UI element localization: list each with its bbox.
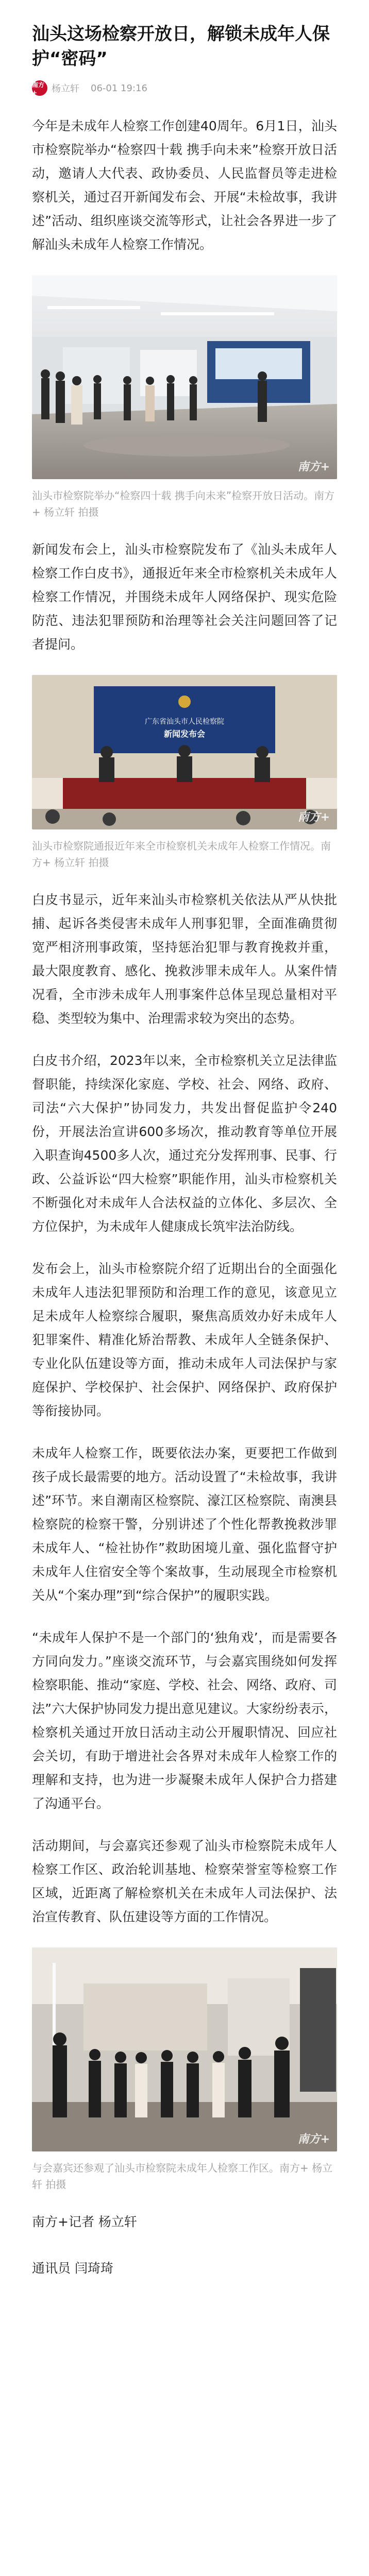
article-title: 汕头这场检察开放日，解锁未成年人保护“密码” xyxy=(32,24,330,69)
paragraph-1: 今年是未成年人检察工作创建40周年。6月1日，汕头市检察院举办“检察四十载 携手向未来”检察开放日活动，邀请人大代表、政协委员、人民监督员等走进检察机关，通过召开新闻发布会、开展“未检故事，我讲述”活动、组织座谈交流等形式，让社会各界进一步了解汕头未成年人检察工作情况。 xyxy=(32,118,337,252)
paragraph-6: 未成年人检察工作，既要依法办案，更要把工作做到孩子成长最需要的地方。活动设置了“未检故事，我讲述”环节。来自潮南区检察院、濠江区检察院、南澳县检察院的检察干警，分别讲述了个性化帮教挽救涉罪未成年人、“检社协作”救助困境儿童、强化监督守护未成年人住宿安全等个案故事，生动展现全市检察机关从“个案办理”到“综合保护”的履职实践。 xyxy=(32,1446,337,1603)
photo-2-figure xyxy=(32,675,337,829)
photo-3-caption: 与会嘉宾还参观了汕头市检察院未成年人检察工作区。南方+ 杨立轩 拍摄 xyxy=(32,2162,333,2191)
photo-1-caption: 汕头市检察院举办“检察四十载 携手向未来”检察开放日活动。南方+ 杨立轩 拍摄 xyxy=(32,489,335,518)
photo-open-day[interactable] xyxy=(32,275,337,479)
paragraph-2: 新闻发布会上，汕头市检察院发布了《汕头未成年人检察工作白皮书》，通报近年来全市检察机关未成年人检察工作情况，并围绕未成年人网络保护、现实危险防范、违法犯罪预防和治理等社会关注问题回答了记者提问。 xyxy=(32,542,337,652)
publish-time: 06-01 19:16 xyxy=(91,82,147,94)
photo-visit-work-area[interactable] xyxy=(32,1947,337,2151)
photo-press-conference-image xyxy=(32,675,337,829)
photo-press-conference[interactable] xyxy=(32,675,337,829)
photo-3-figure xyxy=(32,1947,337,2151)
paragraph-3: 白皮书显示，近年来汕头市检察机关依法从严从快批捕、起诉各类侵害未成年人刑事犯罪，全面准确贯彻宽严相济刑事政策，坚持惩治犯罪与教育挽救并重，最大限度教育、感化、挽救涉罪未成年人。从案件情况看，全市涉未成年人刑事案件总体呈现总量相对平稳、类型较为集中、治理需求较为突出的态势。 xyxy=(32,892,337,1026)
byline-correspondent: 通讯员 闫琦琦 xyxy=(32,2261,113,2276)
photo-3-watermark: 南方+ xyxy=(297,2133,330,2146)
author-avatar[interactable]: 南方+ xyxy=(32,80,47,96)
photo-1-watermark: 南方+ xyxy=(297,461,330,473)
author-name[interactable]: 杨立轩 xyxy=(52,83,79,94)
photo-open-day-image xyxy=(32,275,337,479)
photo-2-watermark: 南方+ xyxy=(297,811,330,824)
paragraph-7: “未成年人保护不是一个部门的‘独角戏’，而是需要各方同向发力。”座谈交流环节，与会嘉宾围绕如何发挥检察职能、推动“家庭、学校、社会、网络、政府、司法”六大保护协同发力提出意见建议。大家纷纷表示，检察机关通过开放日活动主动公开履职情况、回应社会关切，有助于增进社会各界对未成年人检察工作的理解和支持，也为进一步凝聚未成年人保护合力搭建了沟通平台。 xyxy=(32,1630,337,1811)
paragraph-8: 活动期间，与会嘉宾还参观了汕头市检察院未成年人检察工作区、政治轮训基地、检察荣誉室等检察工作区域，近距离了解检察机关在未成年人司法保护、法治宣传教育、队伍建设等方面的工作情况。 xyxy=(32,1838,337,1924)
photo-1-figure xyxy=(32,275,337,479)
paragraph-4: 白皮书介绍，2023年以来，全市检察机关立足法律监督职能，持续深化家庭、学校、社会、网络、政府、司法“六大保护”协同发力，共发出督促监护令240份，开展法治宣讲600多场次，推动教育等单位开展入职查询4500多人次，通过充分发挥刑事、民事、行政、公益诉讼“四大检察”职能作用，汕头市检察机关不断强化对未成年人合法权益的立体化、多层次、全方位保护，为未成年人健康成长筑牢法治防线。 xyxy=(32,1053,337,1234)
photo-visit-work-area-image xyxy=(32,1947,337,2151)
article-meta xyxy=(32,80,337,96)
banner-title-text: 广东省汕头市人民检察院 xyxy=(145,718,224,726)
photo-2-caption: 汕头市检察院通报近年来全市检察机关未成年人检察工作情况。南方+ 杨立轩 拍摄 xyxy=(32,840,331,869)
banner-subtitle-text: 新闻发布会 xyxy=(163,729,206,739)
paragraph-5: 发布会上，汕头市检察院介绍了近期出台的全面强化未成年人违法犯罪预防和治理工作的意见，该意见立足未成年人检察综合履职，聚焦高质效办好未成年人犯罪案件、精准化矫治帮教、未成年人全链条保护、专业化队伍建设等方面，推动未成年人司法保护与家庭保护、学校保护、社会保护、网络保护、政府保护等衔接协同。 xyxy=(32,1261,337,1418)
byline-reporter: 南方+记者 杨立轩 xyxy=(32,2214,137,2229)
